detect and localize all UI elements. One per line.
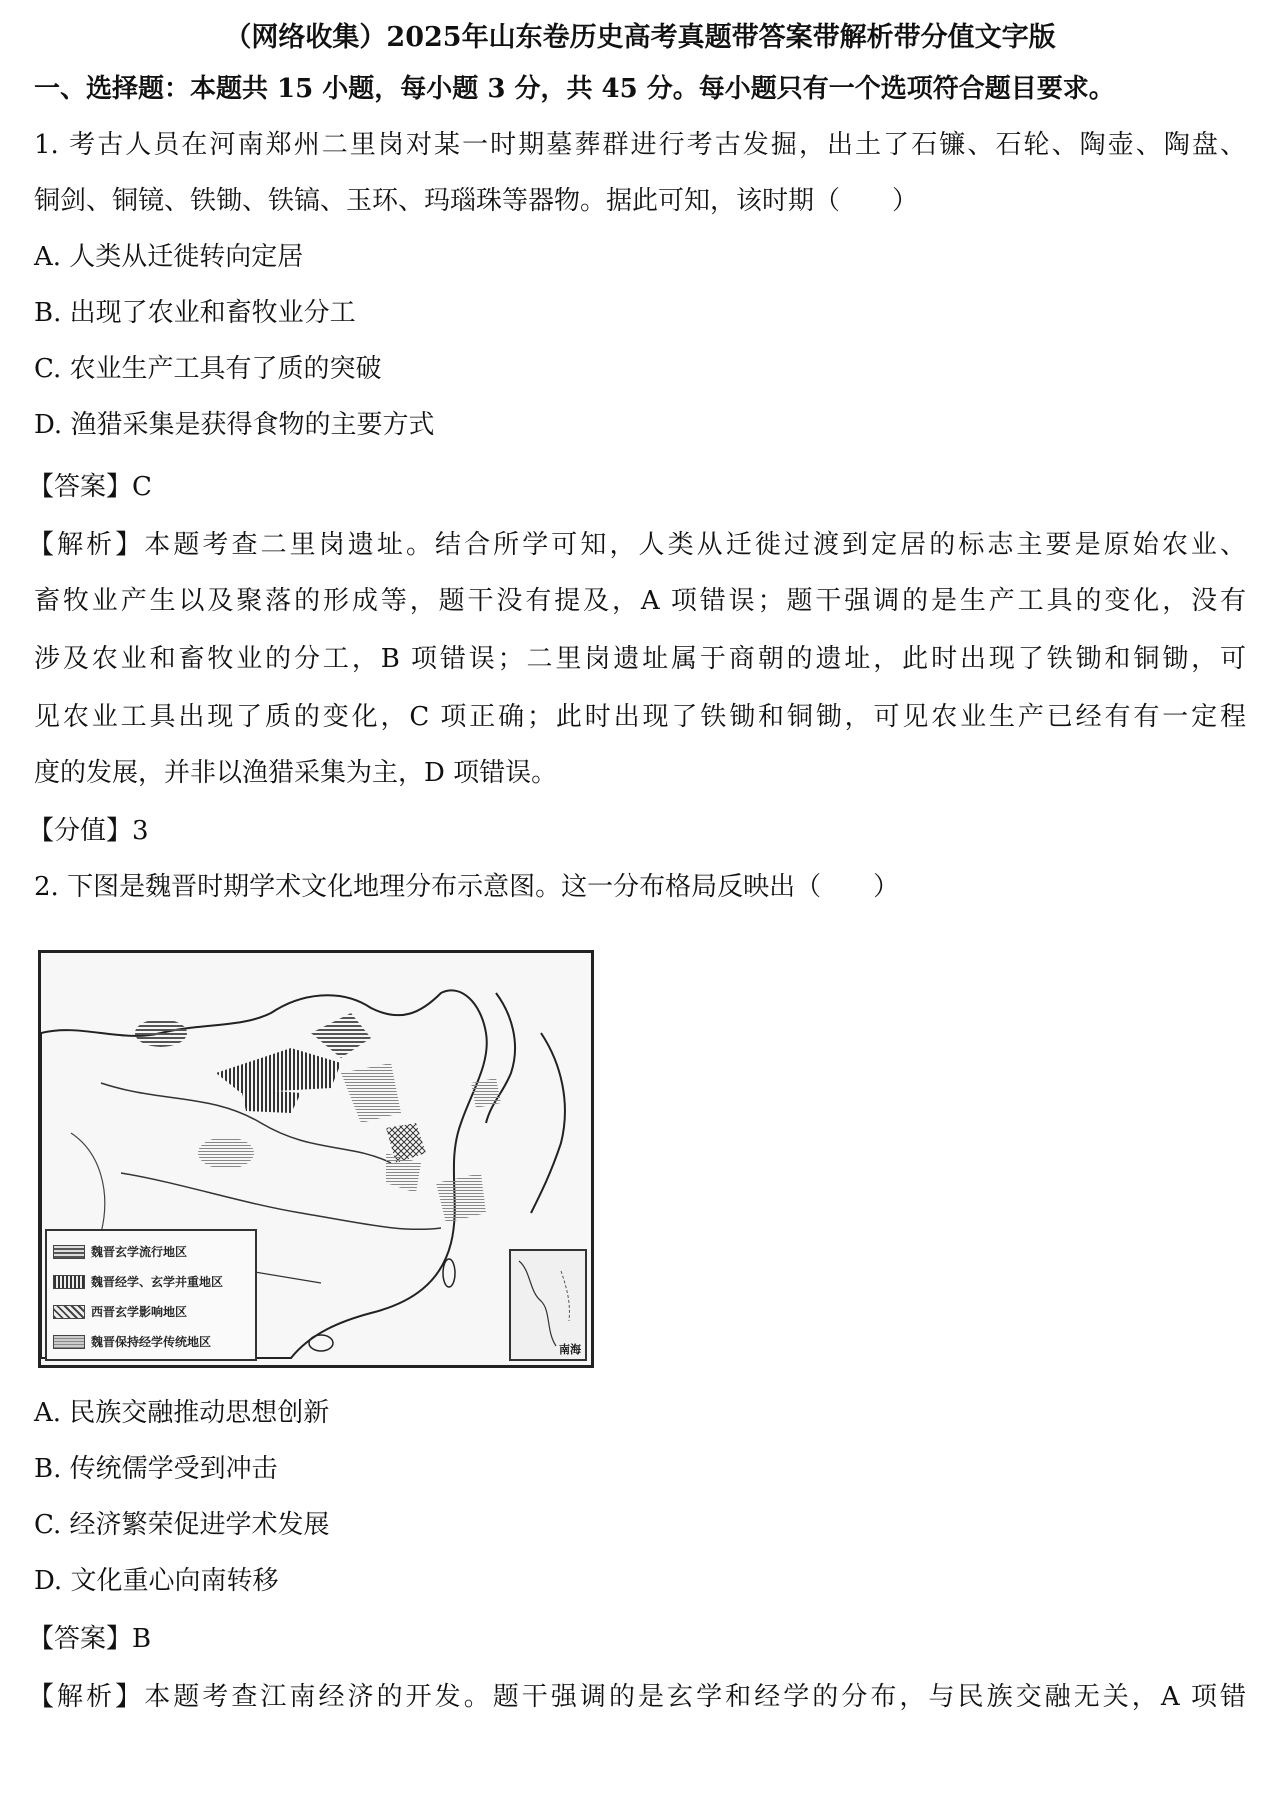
q1-analysis-line5: 度的发展，并非以渔猎采集为主，D 项错误。 [34, 758, 558, 788]
legend-label: 魏晋玄学流行地区 [91, 1245, 188, 1259]
q1-score: 【分值】3 [28, 816, 149, 846]
q1-analysis-line1: 【解析】本题考查二里岗遗址。结合所学可知，人类从迁徙过渡到定居的标志主要是原始农业、 [28, 530, 1246, 560]
legend-label: 魏晋保持经学传统地区 [91, 1335, 212, 1349]
legend-label: 西晋玄学影响地区 [91, 1305, 188, 1319]
q2-option-a: A. 民族交融推动思想创新 [34, 1398, 330, 1428]
map-region-peninsula [471, 1078, 501, 1108]
q2-answer: 【答案】B [28, 1624, 152, 1654]
q2-stem: 2. 下图是魏晋时期学术文化地理分布示意图。这一分布格局反映出（ ） [34, 872, 900, 902]
inset-label: 南海 [559, 1343, 581, 1356]
legend-swatch-icon [53, 1245, 85, 1259]
q1-analysis-line4: 见农业工具出现了质的变化，C 项正确；此时出现了铁锄和铜锄，可见农业生产已经有有一定程 [34, 702, 1246, 732]
legend-item [53, 1297, 249, 1327]
map-region-central [241, 1088, 301, 1113]
q2-option-b: B. 传统儒学受到冲击 [34, 1454, 278, 1484]
map-region-east [341, 1063, 401, 1123]
q1-analysis-line3: 涉及农业和畜牧业的分工，B 项错误；二里岗遗址属于商朝的遗址，此时出现了铁锄和铜锄，可 [34, 644, 1246, 674]
q1-analysis-line2: 畜牧业产生以及聚落的形成等，题干没有提及，A 项错误；题干强调的是生产工具的变化，没有 [34, 586, 1246, 616]
legend-swatch-icon [53, 1275, 85, 1289]
map-region-south-east [386, 1153, 421, 1193]
section-heading: 一、选择题：本题共 15 小题，每小题 3 分，共 45 分。每小题只有一个选项符合题目要求。 [34, 74, 1115, 104]
q2-analysis-line1: 【解析】本题考查江南经济的开发。题干强调的是玄学和经学的分布，与民族交融无关，A 项错 [28, 1682, 1246, 1712]
legend-label: 魏晋经学、玄学并重地区 [91, 1275, 224, 1289]
q1-option-b: B. 出现了农业和畜牧业分工 [34, 298, 356, 328]
legend-swatch-icon [53, 1305, 85, 1319]
legend-swatch-icon [53, 1335, 85, 1349]
map-region-jingxue-tradition [198, 1137, 254, 1169]
map-region-jingxue-xuanxue [216, 1048, 341, 1093]
map-inset-south-sea [509, 1249, 587, 1361]
legend-item [53, 1327, 249, 1357]
map-region-coast [436, 1173, 486, 1223]
q1-stem-line2: 铜剑、铜镜、铁锄、铁镐、玉环、玛瑙珠等器物。据此可知，该时期（ ） [34, 186, 919, 216]
map-region-xuanxue [135, 1019, 187, 1047]
historical-map [38, 950, 594, 1368]
q1-stem-line1: 1. 考古人员在河南郑州二里岗对某一时期墓葬群进行考古发掘，出土了石镰、石轮、陶壶、陶盘、 [34, 130, 1246, 160]
q2-option-c: C. 经济繁荣促进学术发展 [34, 1510, 330, 1540]
q2-option-d: D. 文化重心向南转移 [34, 1566, 279, 1596]
q1-option-d: D. 渔猎采集是获得食物的主要方式 [34, 410, 435, 440]
q1-option-a: A. 人类从迁徙转向定居 [34, 242, 304, 272]
legend-item [53, 1237, 249, 1267]
document-title: （网络收集）2025年山东卷历史高考真题带答案带解析带分值文字版 [224, 22, 1056, 53]
q1-answer: 【答案】C [28, 472, 152, 502]
map-region-north [311, 1013, 371, 1058]
map-legend [45, 1229, 257, 1361]
q1-option-c: C. 农业生产工具有了质的突破 [34, 354, 382, 384]
legend-item [53, 1267, 249, 1297]
